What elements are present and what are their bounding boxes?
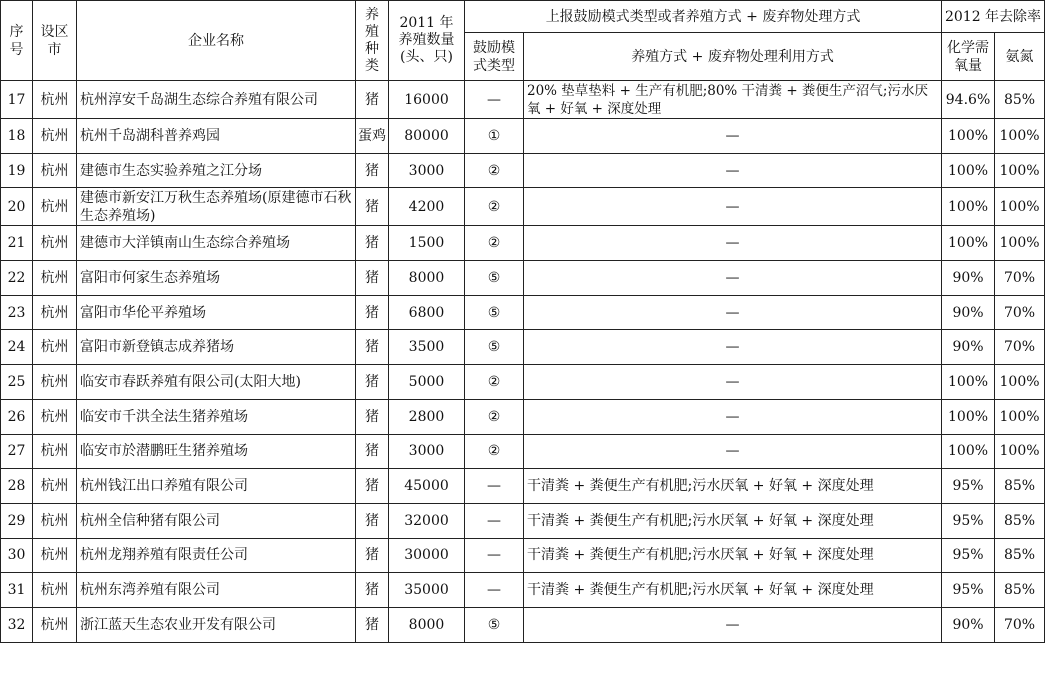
cell-method: 20% 垫草垫料 + 生产有机肥;80% 干清粪 + 粪便生产沼气;污水厌氧 + 好氧 + 深度处理 (524, 81, 942, 119)
cell-count: 3000 (389, 153, 465, 188)
cell-nh3: 100% (995, 399, 1045, 434)
cell-cod: 95% (942, 538, 995, 573)
header-mode-type: 鼓励模式类型 (465, 33, 524, 81)
cell-count: 4200 (389, 188, 465, 226)
cell-count: 30000 (389, 538, 465, 573)
cell-species: 猪 (356, 469, 389, 504)
cell-cod: 100% (942, 434, 995, 469)
table-row (1, 119, 1045, 154)
cell-city: 杭州 (33, 573, 77, 608)
table-row (1, 295, 1045, 330)
cell-method: — (524, 226, 942, 261)
cell-city: 杭州 (33, 365, 77, 400)
cell-nh3: 70% (995, 330, 1045, 365)
table-row (1, 153, 1045, 188)
cell-count: 32000 (389, 503, 465, 538)
cell-seq: 27 (1, 434, 33, 469)
cell-seq: 29 (1, 503, 33, 538)
cell-method: — (524, 119, 942, 154)
cell-name: 建德市大洋镇南山生态综合养殖场 (77, 226, 356, 261)
cell-seq: 18 (1, 119, 33, 154)
table-row (1, 607, 1045, 642)
cell-count: 6800 (389, 295, 465, 330)
cell-city: 杭州 (33, 295, 77, 330)
header-name: 企业名称 (77, 1, 356, 81)
cell-mode: ① (465, 119, 524, 154)
cell-nh3: 70% (995, 261, 1045, 296)
cell-species: 猪 (356, 365, 389, 400)
cell-cod: 95% (942, 573, 995, 608)
cell-mode: ⑤ (465, 295, 524, 330)
header-count: 2011 年养殖数量(头、只) (389, 1, 465, 81)
cell-name: 杭州龙翔养殖有限责任公司 (77, 538, 356, 573)
table-row (1, 81, 1045, 119)
cell-count: 80000 (389, 119, 465, 154)
cell-cod: 100% (942, 153, 995, 188)
table-row (1, 538, 1045, 573)
cell-cod: 90% (942, 295, 995, 330)
table-row (1, 399, 1045, 434)
cell-method: 干清粪 + 粪便生产有机肥;污水厌氧 + 好氧 + 深度处理 (524, 469, 942, 504)
table-row (1, 469, 1045, 504)
cell-cod: 100% (942, 119, 995, 154)
cell-method: — (524, 399, 942, 434)
cell-species: 猪 (356, 607, 389, 642)
header-method: 养殖方式 + 废弃物处理利用方式 (524, 33, 942, 81)
header-report-group: 上报鼓励模式类型或者养殖方式 + 废弃物处理方式 (465, 1, 942, 33)
cell-mode: — (465, 469, 524, 504)
table-row (1, 434, 1045, 469)
cell-mode: ② (465, 188, 524, 226)
cell-mode: ⑤ (465, 330, 524, 365)
cell-mode: ⑤ (465, 607, 524, 642)
cell-cod: 100% (942, 399, 995, 434)
cell-count: 3500 (389, 330, 465, 365)
cell-city: 杭州 (33, 226, 77, 261)
cell-city: 杭州 (33, 538, 77, 573)
cell-species: 猪 (356, 538, 389, 573)
cell-species: 蛋鸡 (356, 119, 389, 154)
cell-cod: 94.6% (942, 81, 995, 119)
cell-seq: 21 (1, 226, 33, 261)
cell-city: 杭州 (33, 81, 77, 119)
cell-nh3: 70% (995, 607, 1045, 642)
cell-name: 建德市生态实验养殖之江分场 (77, 153, 356, 188)
cell-name: 临安市千洪全法生猪养殖场 (77, 399, 356, 434)
cell-name: 杭州全信种猪有限公司 (77, 503, 356, 538)
cell-name: 临安市春跃养殖有限公司(太阳大地) (77, 365, 356, 400)
cell-cod: 90% (942, 330, 995, 365)
cell-name: 杭州淳安千岛湖生态综合养殖有限公司 (77, 81, 356, 119)
header-removal-group: 2012 年去除率 (942, 1, 1045, 33)
header-species: 养殖种类 (356, 1, 389, 81)
cell-species: 猪 (356, 434, 389, 469)
cell-seq: 28 (1, 469, 33, 504)
header-row-1 (1, 1, 1045, 33)
cell-species: 猪 (356, 188, 389, 226)
cell-city: 杭州 (33, 469, 77, 504)
cell-name: 临安市於潜鹏旺生猪养殖场 (77, 434, 356, 469)
cell-seq: 24 (1, 330, 33, 365)
cell-name: 富阳市何家生态养殖场 (77, 261, 356, 296)
cell-name: 杭州东湾养殖有限公司 (77, 573, 356, 608)
cell-cod: 100% (942, 365, 995, 400)
cell-species: 猪 (356, 261, 389, 296)
cell-method: — (524, 607, 942, 642)
cell-count: 5000 (389, 365, 465, 400)
cell-species: 猪 (356, 153, 389, 188)
cell-city: 杭州 (33, 188, 77, 226)
cell-city: 杭州 (33, 119, 77, 154)
cell-nh3: 85% (995, 573, 1045, 608)
cell-count: 1500 (389, 226, 465, 261)
cell-name: 浙江蓝天生态农业开发有限公司 (77, 607, 356, 642)
cell-mode: — (465, 538, 524, 573)
cell-method: — (524, 153, 942, 188)
table-row (1, 573, 1045, 608)
table-row (1, 261, 1045, 296)
cell-mode: ② (465, 399, 524, 434)
cell-name: 杭州千岛湖科普养鸡园 (77, 119, 356, 154)
cell-mode: — (465, 503, 524, 538)
cell-cod: 100% (942, 188, 995, 226)
cell-method: 干清粪 + 粪便生产有机肥;污水厌氧 + 好氧 + 深度处理 (524, 538, 942, 573)
header-cod: 化学需氧量 (942, 33, 995, 81)
cell-cod: 95% (942, 469, 995, 504)
header-nh3: 氨氮 (995, 33, 1045, 81)
cell-species: 猪 (356, 295, 389, 330)
cell-nh3: 85% (995, 469, 1045, 504)
cell-mode: — (465, 573, 524, 608)
cell-name: 富阳市新登镇志成养猪场 (77, 330, 356, 365)
cell-seq: 26 (1, 399, 33, 434)
cell-city: 杭州 (33, 330, 77, 365)
cell-cod: 95% (942, 503, 995, 538)
table-row (1, 365, 1045, 400)
cell-count: 3000 (389, 434, 465, 469)
table-row (1, 226, 1045, 261)
cell-species: 猪 (356, 503, 389, 538)
cell-seq: 23 (1, 295, 33, 330)
cell-method: — (524, 330, 942, 365)
cell-name: 建德市新安江万秋生态养殖场(原建德市石秋生态养殖场) (77, 188, 356, 226)
table-row (1, 330, 1045, 365)
cell-species: 猪 (356, 81, 389, 119)
cell-nh3: 85% (995, 503, 1045, 538)
table-row (1, 503, 1045, 538)
cell-name: 杭州钱江出口养殖有限公司 (77, 469, 356, 504)
cell-cod: 100% (942, 226, 995, 261)
cell-count: 16000 (389, 81, 465, 119)
cell-seq: 32 (1, 607, 33, 642)
cell-nh3: 100% (995, 226, 1045, 261)
cell-mode: ⑤ (465, 261, 524, 296)
cell-nh3: 100% (995, 434, 1045, 469)
cell-nh3: 100% (995, 365, 1045, 400)
cell-count: 8000 (389, 607, 465, 642)
cell-species: 猪 (356, 399, 389, 434)
table-row (1, 188, 1045, 226)
cell-seq: 31 (1, 573, 33, 608)
header-city: 设区市 (33, 1, 77, 81)
cell-city: 杭州 (33, 261, 77, 296)
cell-nh3: 70% (995, 295, 1045, 330)
cell-species: 猪 (356, 226, 389, 261)
cell-mode: ② (465, 153, 524, 188)
cell-nh3: 100% (995, 153, 1045, 188)
cell-mode: ② (465, 434, 524, 469)
cell-mode: ② (465, 365, 524, 400)
cell-method: — (524, 295, 942, 330)
cell-method: 干清粪 + 粪便生产有机肥;污水厌氧 + 好氧 + 深度处理 (524, 503, 942, 538)
header-seq: 序号 (1, 1, 33, 81)
cell-mode: — (465, 81, 524, 119)
cell-mode: ② (465, 226, 524, 261)
cell-city: 杭州 (33, 399, 77, 434)
cell-nh3: 100% (995, 119, 1045, 154)
cell-seq: 19 (1, 153, 33, 188)
cell-city: 杭州 (33, 607, 77, 642)
cell-name: 富阳市华伦平养殖场 (77, 295, 356, 330)
cell-nh3: 100% (995, 188, 1045, 226)
cell-seq: 17 (1, 81, 33, 119)
cell-seq: 30 (1, 538, 33, 573)
cell-seq: 25 (1, 365, 33, 400)
cell-nh3: 85% (995, 538, 1045, 573)
cell-species: 猪 (356, 330, 389, 365)
cell-method: — (524, 365, 942, 400)
cell-city: 杭州 (33, 503, 77, 538)
cell-method: — (524, 188, 942, 226)
cell-species: 猪 (356, 573, 389, 608)
cell-cod: 90% (942, 261, 995, 296)
cell-count: 35000 (389, 573, 465, 608)
cell-cod: 90% (942, 607, 995, 642)
cell-seq: 22 (1, 261, 33, 296)
cell-seq: 20 (1, 188, 33, 226)
cell-count: 2800 (389, 399, 465, 434)
cell-city: 杭州 (33, 153, 77, 188)
cell-count: 8000 (389, 261, 465, 296)
cell-method: — (524, 434, 942, 469)
cell-nh3: 85% (995, 81, 1045, 119)
cell-method: — (524, 261, 942, 296)
cell-city: 杭州 (33, 434, 77, 469)
cell-method: 干清粪 + 粪便生产有机肥;污水厌氧 + 好氧 + 深度处理 (524, 573, 942, 608)
cell-count: 45000 (389, 469, 465, 504)
